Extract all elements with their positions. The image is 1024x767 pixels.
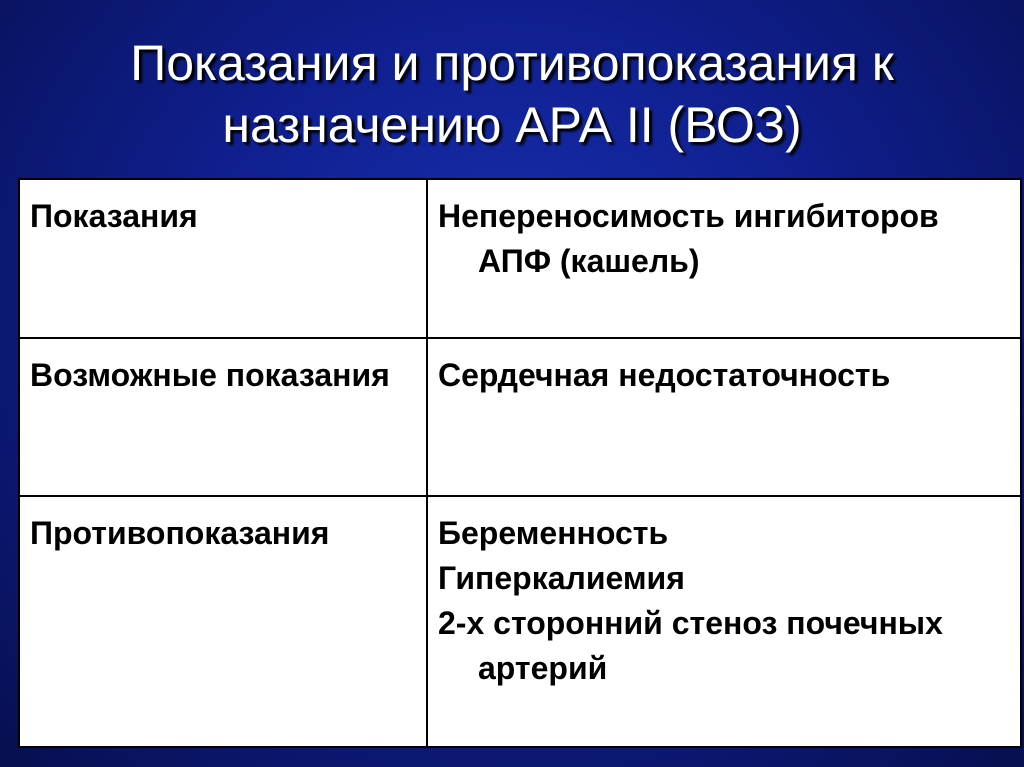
row-value-item: Сердечная недостаточность — [438, 356, 891, 393]
row-value-item: Гиперкалиемия — [438, 560, 685, 597]
slide-title-line: назначению АРА II (ВОЗ) — [222, 97, 802, 153]
row-value-cell — [427, 496, 1021, 747]
slide-title-line: Показания и противопоказания к — [130, 35, 894, 91]
row-label: Противопоказания — [30, 515, 330, 552]
row-label-cell — [19, 179, 427, 338]
row-value-item: 2-х сторонний стеноз почечных артерий — [438, 605, 943, 687]
table-row — [19, 496, 1021, 747]
indications-table — [18, 178, 1022, 748]
row-label-cell — [19, 338, 427, 497]
slide-title — [0, 32, 1024, 156]
row-label-cell — [19, 496, 427, 747]
row-value-cell — [427, 338, 1021, 497]
row-label: Возможные показания — [30, 356, 390, 393]
row-value-item: Непереносимость ингибиторов АПФ (кашель) — [438, 198, 939, 279]
row-label: Показания — [30, 198, 198, 234]
row-value-cell — [427, 179, 1021, 338]
table-row — [19, 338, 1021, 497]
row-value-item: Беременность — [438, 515, 669, 552]
table-row — [19, 179, 1021, 338]
